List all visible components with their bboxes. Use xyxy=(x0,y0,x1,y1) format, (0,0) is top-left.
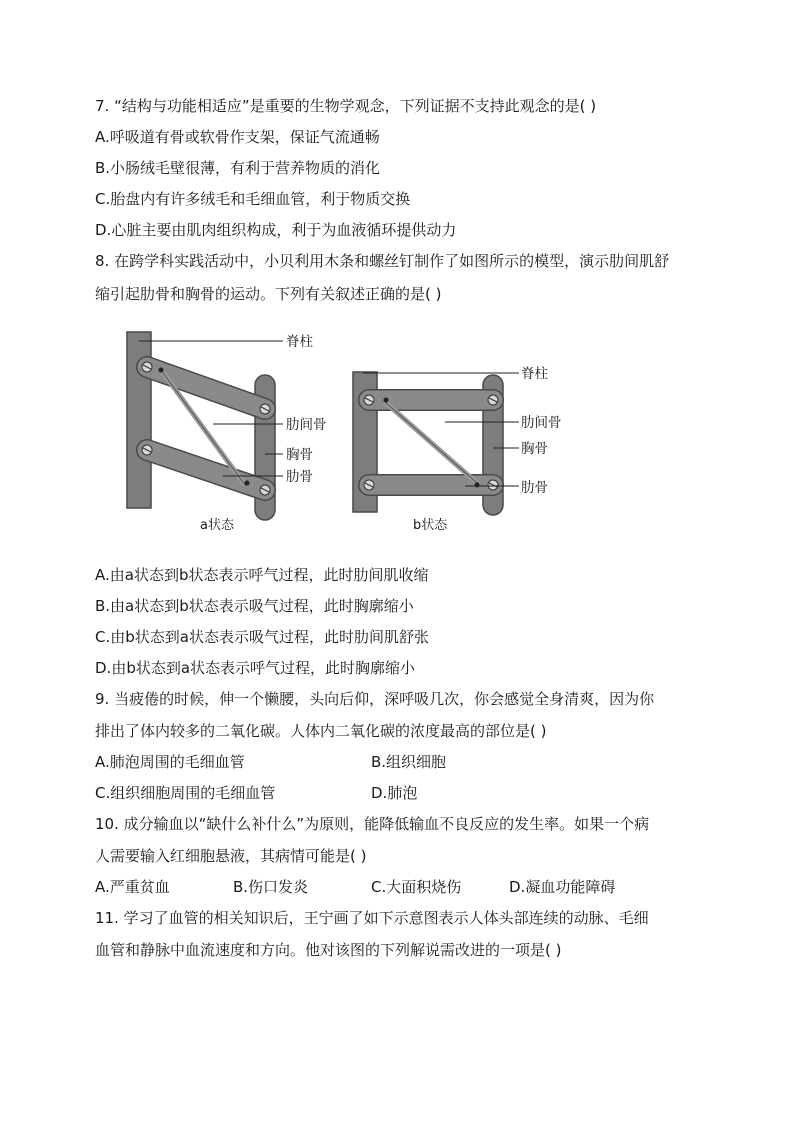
rib-model-figure xyxy=(95,320,615,545)
q11-stem-line2: 血管和静脉中血流速度和方向。他对该图的下列解说需改进的一项是( ) xyxy=(95,941,562,959)
a-rib-label: 肋骨 xyxy=(286,469,313,485)
state-b-diagram xyxy=(353,372,519,515)
q9-stem-line1: 9. 当疲倦的时候，伸一个懒腰，头向后仰，深呼吸几次，你会感觉全身清爽，因为你 xyxy=(95,690,655,708)
q9-stem-line2: 排出了体内较多的二氧化碳。人体内二氧化碳的浓度最高的部位是( ) xyxy=(95,722,547,740)
q8-stem-line2: 缩引起肋骨和胸骨的运动。下列有关叙述正确的是( ) xyxy=(95,285,442,303)
b-sternum-label: 胸骨 xyxy=(521,441,548,457)
q10-option-d: D.凝血功能障碍 xyxy=(509,878,616,896)
q10-stem-line1: 10. 成分输血以“缺什么补什么”为原则，能降低输血不良反应的发生率。如果一个病 xyxy=(95,815,650,833)
q7-option-a: A.呼吸道有骨或软骨作支架，保证气流通畅 xyxy=(95,128,380,146)
q9-option-d: D.肺泡 xyxy=(371,784,418,802)
q9-option-a: A.肺泡周围的毛细血管 xyxy=(95,753,245,771)
q7-option-b: B.小肠绒毛壁很薄，有利于营养物质的消化 xyxy=(95,159,381,177)
q7-option-c: C.胎盘内有许多绒毛和毛细血管，利于物质交换 xyxy=(95,190,411,208)
a-intercostal-label: 肋间骨 xyxy=(286,417,327,433)
q10-option-a: A.严重贫血 xyxy=(95,878,170,896)
b-spine-label: 脊柱 xyxy=(521,366,548,382)
q10-option-c: C.大面积烧伤 xyxy=(371,878,462,896)
b-rib-label: 肋骨 xyxy=(521,480,548,496)
q7-option-d: D.心脏主要由肌肉组织构成，利于为血液循环提供动力 xyxy=(95,221,457,239)
q9-option-b: B.组织细胞 xyxy=(371,753,447,771)
q10-stem-line2: 人需要输入红细胞悬液，其病情可能是( ) xyxy=(95,847,367,865)
q9-option-c: C.组织细胞周围的毛细血管 xyxy=(95,784,276,802)
a-sternum-label: 胸骨 xyxy=(286,447,313,463)
q10-option-b: B.伤口发炎 xyxy=(233,878,309,896)
q8-option-c: C.由b状态到a状态表示吸气过程，此时肋间肌舒张 xyxy=(95,628,429,646)
q8-option-a: A.由a状态到b状态表示呼气过程，此时肋间肌收缩 xyxy=(95,566,429,584)
b-intercostal-label: 肋间骨 xyxy=(521,415,562,431)
q7-stem: 7. “结构与功能相适应”是重要的生物学观念，下列证据不支持此观念的是( ) xyxy=(95,97,597,115)
a-spine-label: 脊柱 xyxy=(286,334,313,350)
b-state-caption: b状态 xyxy=(413,518,448,533)
q11-stem-line1: 11. 学习了血管的相关知识后，王宁画了如下示意图表示人体头部连续的动脉、毛细 xyxy=(95,909,649,927)
state-a-diagram xyxy=(127,332,283,520)
a-state-caption: a状态 xyxy=(200,518,234,533)
q8-option-b: B.由a状态到b状态表示吸气过程，此时胸廓缩小 xyxy=(95,597,414,615)
q8-stem-line1: 8. 在跨学科实践活动中，小贝利用木条和螺丝钉制作了如图所示的模型，演示肋间肌舒 xyxy=(95,252,670,270)
q8-option-d: D.由b状态到a状态表示呼气过程，此时胸廓缩小 xyxy=(95,659,416,677)
